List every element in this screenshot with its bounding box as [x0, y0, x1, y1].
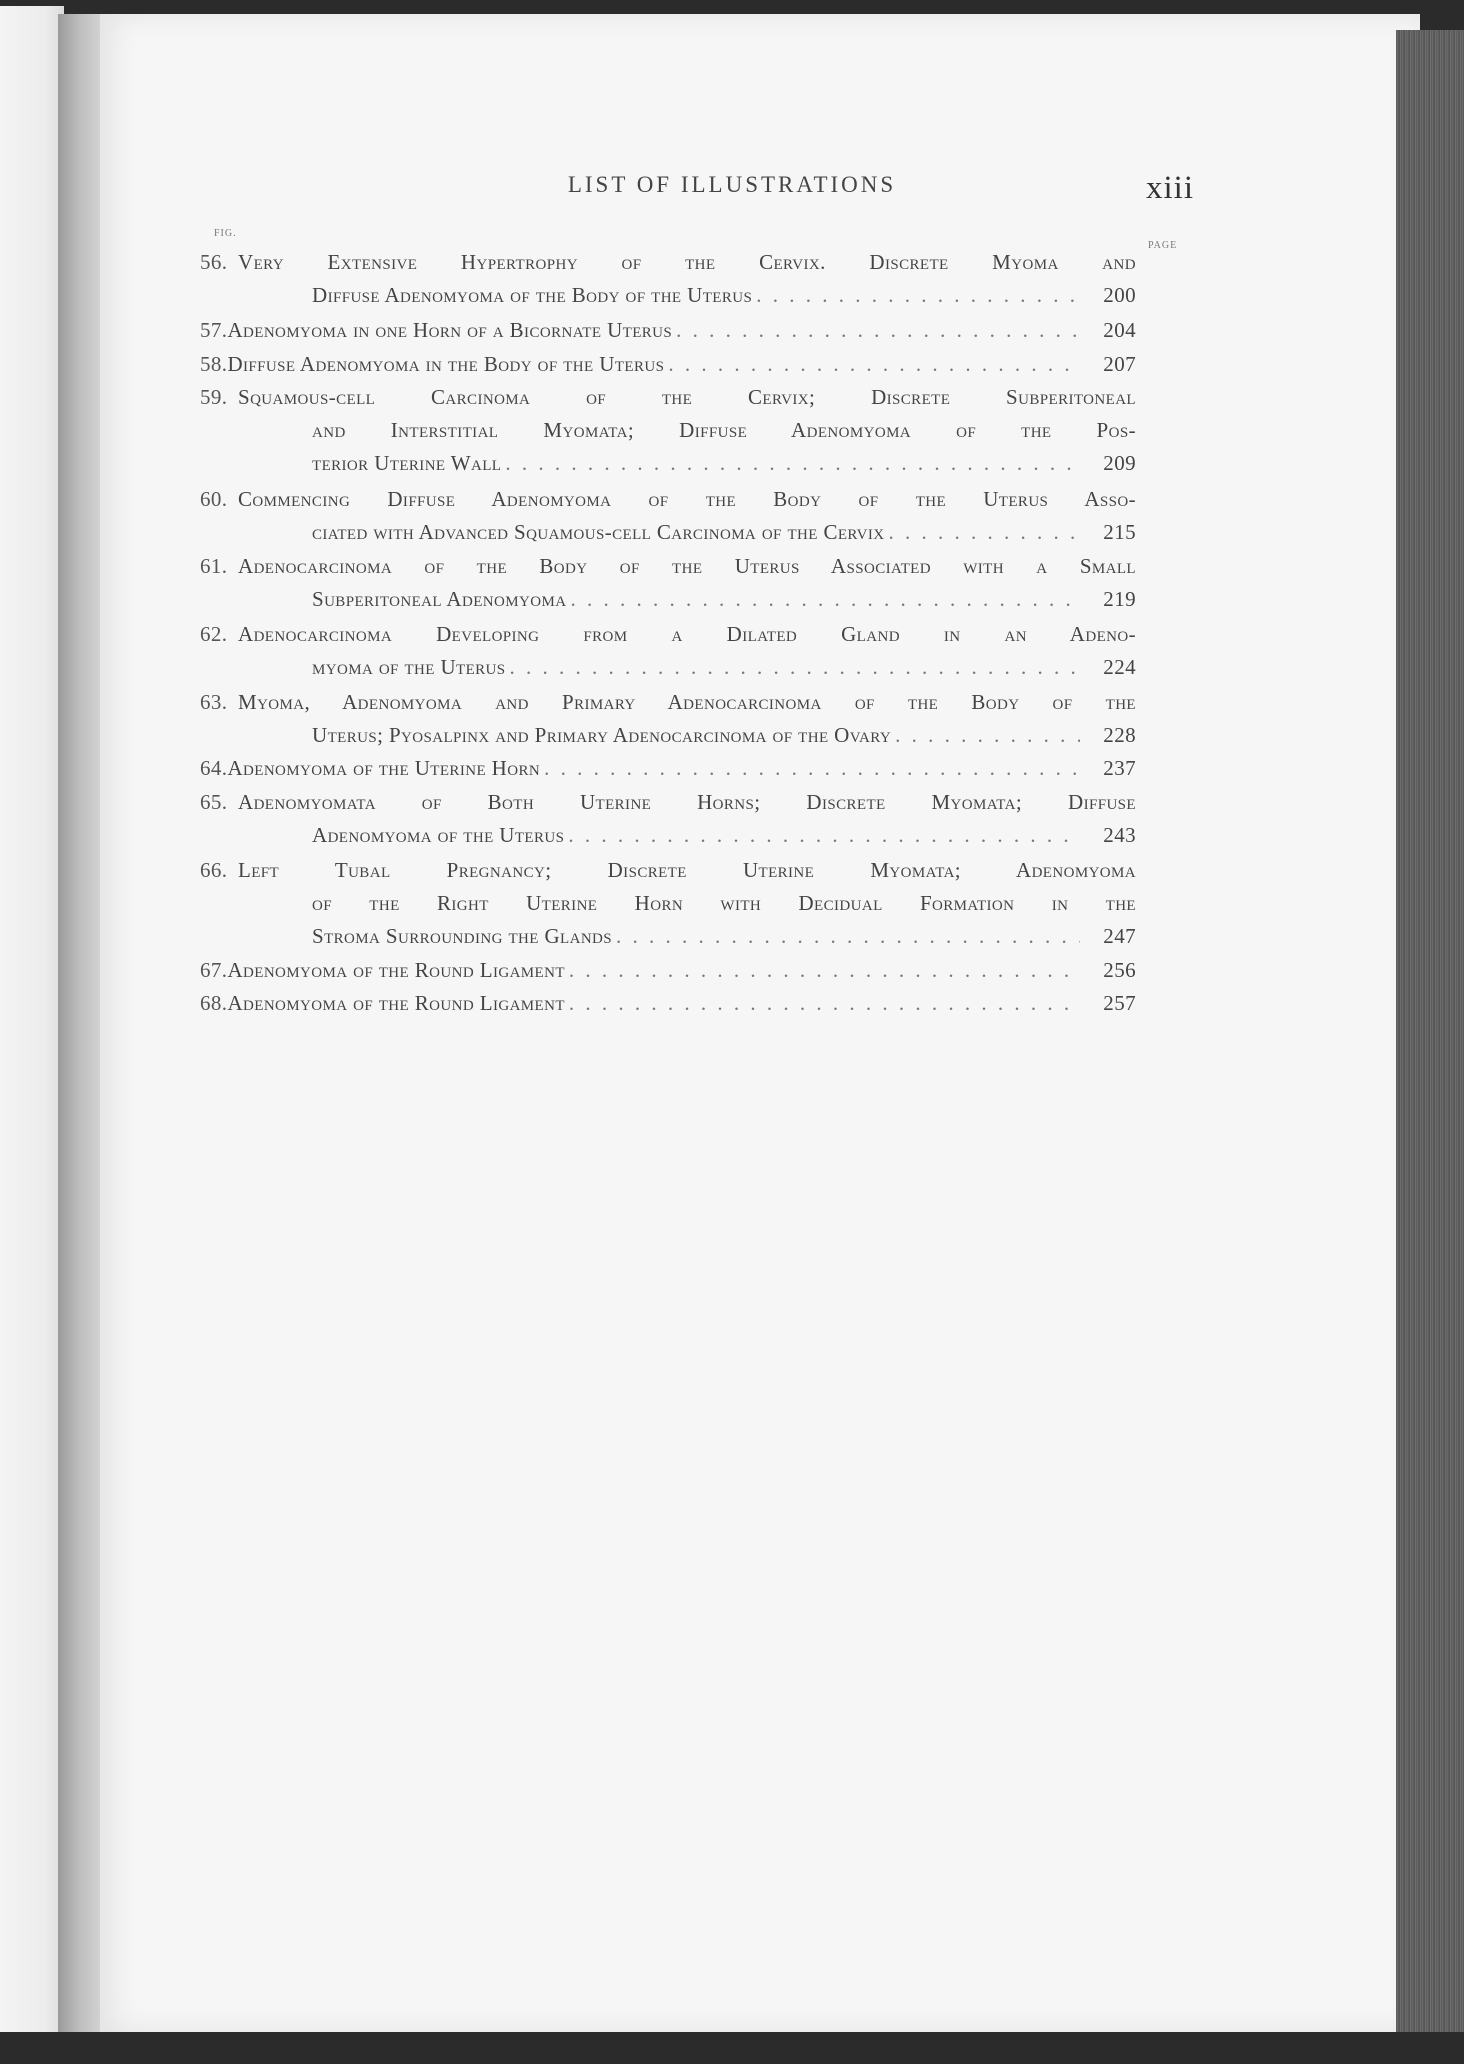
page-fore-edge: [1396, 30, 1464, 2040]
page-ref: 256: [1103, 958, 1136, 982]
entry-line: [200, 954, 1136, 987]
entry-line: [200, 819, 1136, 852]
leader-dots: [569, 954, 1080, 987]
leader-dots: [568, 819, 1080, 852]
entry-line: [200, 618, 1136, 651]
list-item: [200, 483, 1136, 549]
page-column-label: PAGE: [1148, 240, 1178, 251]
list-item: [200, 686, 1136, 752]
leader-dots: [510, 651, 1080, 684]
figure-number: 63.: [200, 690, 228, 714]
entry-line: [200, 786, 1136, 819]
entry-line: [200, 752, 1136, 785]
entry-line: [200, 550, 1136, 583]
fig-column-label: FIG.: [214, 228, 237, 239]
list-item: [200, 987, 1136, 1020]
entry-line: [200, 854, 1136, 887]
entry-text: Myoma, Adenomyoma and Primary Adenocarcinoma of the Body of the: [238, 690, 1136, 714]
page-ref: 237: [1103, 756, 1136, 780]
page-ref: 257: [1103, 991, 1136, 1015]
list-item: [200, 786, 1136, 852]
page-ref: 207: [1103, 352, 1136, 376]
entry-line: [200, 920, 1136, 953]
entry-line: [200, 381, 1136, 414]
figure-number: 67.: [200, 958, 228, 982]
entry-text: Adenocarcinoma of the Body of the Uterus Associated with a Small: [238, 554, 1136, 578]
figure-number: 57.: [200, 318, 228, 342]
leader-dots: [756, 279, 1080, 312]
figure-number: 61.: [200, 554, 228, 578]
entry-text: Diffuse Adenomyoma of the Body of the Uterus: [312, 283, 753, 307]
scan-bottom-edge: [0, 2032, 1464, 2064]
entry-line: [200, 483, 1136, 516]
entry-text: Very Extensive Hypertrophy of the Cervix. Discrete Myoma and: [238, 250, 1136, 274]
page-ref: 224: [1103, 655, 1136, 679]
entry-text: Adenomyoma of the Uterine Horn: [227, 756, 541, 780]
page-ref: 228: [1103, 723, 1136, 747]
list-item: [200, 348, 1136, 381]
entry-line: [200, 651, 1136, 684]
entry-text: Diffuse Adenomyoma in the Body of the Uterus: [227, 352, 665, 376]
figure-number: 65.: [200, 790, 228, 814]
leader-dots: [505, 447, 1080, 480]
page-ref: 200: [1103, 283, 1136, 307]
entry-text: terior Uterine Wall: [312, 451, 502, 475]
list-item: [200, 314, 1136, 347]
figure-number: 58.: [200, 352, 228, 376]
entry-text: Subperitoneal Adenomyoma: [312, 587, 567, 611]
entry-line: [200, 516, 1136, 549]
page-ref: 247: [1103, 924, 1136, 948]
entry-line: [200, 686, 1136, 719]
list-item: [200, 381, 1136, 480]
entry-line: [200, 279, 1136, 312]
entry-text: and Interstitial Myomata; Diffuse Adenomyoma of the Pos-: [312, 418, 1136, 442]
leader-dots: [888, 516, 1080, 549]
entry-text: Adenomyoma of the Uterus: [312, 823, 565, 847]
figure-number: 59.: [200, 385, 228, 409]
list-item: [200, 954, 1136, 987]
entry-line: [200, 719, 1136, 752]
leader-dots: [668, 348, 1080, 381]
entry-text: of the Right Uterine Horn with Decidual Formation in the: [312, 891, 1136, 915]
page-ref: 243: [1103, 823, 1136, 847]
entry-line: [200, 314, 1136, 347]
entry-text: Adenomyoma of the Round Ligament: [227, 958, 565, 982]
figure-number: 60.: [200, 487, 228, 511]
list-item: [200, 752, 1136, 785]
leader-dots: [544, 752, 1080, 785]
figure-number: 62.: [200, 622, 228, 646]
leader-dots: [570, 583, 1080, 616]
entry-text: Adenomyoma in one Horn of a Bicornate Uterus: [227, 318, 673, 342]
figure-number: 68.: [200, 991, 228, 1015]
page-ref: 215: [1103, 520, 1136, 544]
entry-line: [200, 414, 1136, 447]
list-item: [200, 618, 1136, 684]
list-item: [200, 550, 1136, 616]
entry-text: Squamous-cell Carcinoma of the Cervix; Discrete Subperitoneal: [238, 385, 1136, 409]
list-item: [200, 246, 1136, 312]
previous-page-edge: [0, 6, 64, 2036]
entry-text: Uterus; Pyosalpinx and Primary Adenocarcinoma of the Ovary: [312, 723, 892, 747]
entry-line: [200, 348, 1136, 381]
page-ref: 204: [1103, 318, 1136, 342]
entry-text: Adenocarcinoma Developing from a Dilated Gland in an Adeno-: [238, 622, 1136, 646]
leader-dots: [676, 314, 1080, 347]
entry-text: myoma of the Uterus: [312, 655, 506, 679]
page-ref: 219: [1103, 587, 1136, 611]
entry-text: Commencing Diffuse Adenomyoma of the Body of the Uterus Asso-: [238, 487, 1136, 511]
leader-dots: [895, 719, 1080, 752]
figure-number: 64.: [200, 756, 228, 780]
figure-number: 66.: [200, 858, 228, 882]
running-head: LIST OF ILLUSTRATIONS: [567, 172, 897, 197]
list-item: [200, 854, 1136, 953]
entry-text: Adenomyoma of the Round Ligament: [227, 991, 565, 1015]
leader-dots: [569, 987, 1080, 1020]
entry-line: [200, 887, 1136, 920]
entry-text: ciated with Advanced Squamous-cell Carcinoma of the Cervix: [312, 520, 885, 544]
entry-text: Stroma Surrounding the Glands: [312, 924, 613, 948]
entry-line: [200, 246, 1136, 279]
leader-dots: [616, 920, 1080, 953]
entry-line: [200, 447, 1136, 480]
entry-line: [200, 987, 1136, 1020]
figure-number: 56.: [200, 250, 228, 274]
entry-text: Left Tubal Pregnancy; Discrete Uterine Myomata; Adenomyoma: [238, 858, 1136, 882]
entry-line: [200, 583, 1136, 616]
page-number: xiii: [1146, 170, 1195, 206]
entry-text: Adenomyomata of Both Uterine Horns; Discrete Myomata; Diffuse: [238, 790, 1136, 814]
page-ref: 209: [1103, 451, 1136, 475]
